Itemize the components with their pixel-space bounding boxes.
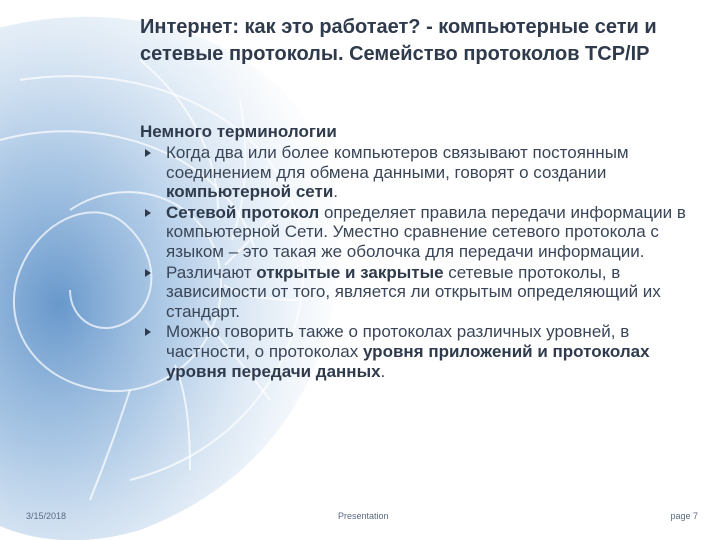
footer-page-number: page 7 [670,511,698,521]
bullet-text: Можно говорить также о протоколах различных уровней, в частности, о протоколах [166,322,630,361]
footer-presentation-label: Presentation [338,511,389,521]
section-subtitle: Немного терминологии [140,122,337,141]
bullet-emphasis: компьютерной сети [166,182,334,202]
bullet-item [140,203,696,262]
triangle-right-icon [145,328,151,336]
bullet-list [140,143,700,381]
bullet-emphasis: Сетевой протокол [166,202,320,222]
footer-date: 3/15/2018 [26,511,67,521]
bullet-text: . [380,361,386,381]
bullet-text: определяет правила передачи информации в компьютерной Сети. Уместно сравнение сетевого протокола с языком – это такая же оболочка для передачи информации. [166,202,686,261]
bullet-text: Различают [166,262,257,282]
bullet-text: сетевые протоколы, в зависимости от того, является ли открытым определяющий их стандарт. [166,262,661,321]
bullet-item [140,263,696,322]
bullet-emphasis: открытые и закрытые [256,262,444,282]
triangle-right-icon [145,209,151,217]
triangle-right-icon [145,149,151,157]
bullet-text: . [333,182,339,202]
slide-content [140,122,700,382]
bullet-text: Когда два или более компьютеров связывают постоянным соединением для обмена данными, говорят о создании [166,143,629,182]
bullet-item [140,322,696,381]
triangle-right-icon [145,269,151,277]
slide-title: Интернет: как это работает? - компьютерные сети и сетевые протоколы. Семейство протоколов TCP/IP [140,16,657,65]
bullet-emphasis: уровня приложений и протоколах уровня передачи данных [166,341,650,381]
bullet-item [140,143,696,202]
